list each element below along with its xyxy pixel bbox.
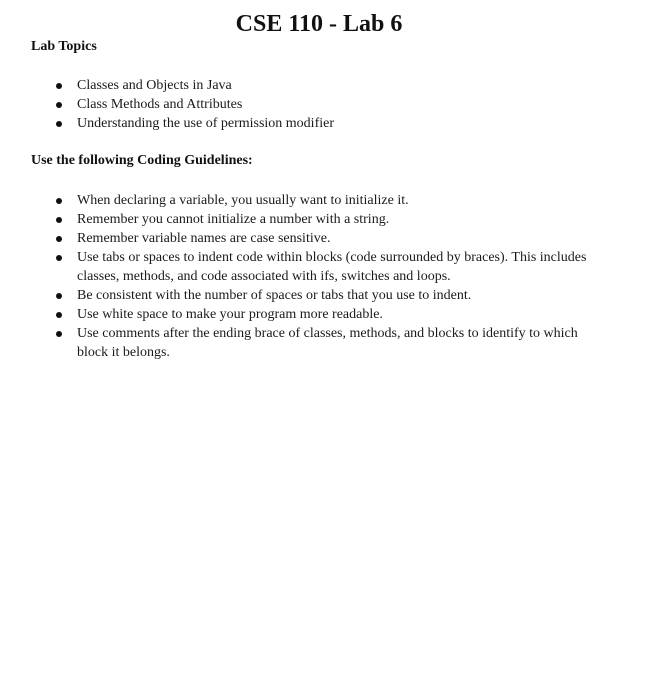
bullet-icon (56, 312, 62, 318)
list-item-text: Remember variable names are case sensitive. (77, 231, 331, 246)
list-item-text: Use tabs or spaces to indent code within blocks (code surrounded by braces). This includes classes, methods, and code associated with ifs, switches and loops. (77, 250, 587, 284)
coding-guidelines-list (0, 191, 640, 362)
list-item (0, 95, 640, 114)
list-item (0, 114, 640, 133)
bullet-icon (56, 236, 62, 242)
bullet-icon (56, 331, 62, 337)
bullet-icon (56, 121, 62, 127)
bullet-icon (56, 217, 62, 223)
lab-topics-heading: Lab Topics (31, 39, 97, 54)
bullet-icon (56, 255, 62, 261)
list-item-text: Use comments after the ending brace of classes, methods, and blocks to identify to which block it belongs. (77, 326, 578, 360)
list-item-text: Classes and Objects in Java (77, 78, 232, 93)
page-title: CSE 110 - Lab 6 (235, 11, 403, 37)
list-item (0, 191, 640, 210)
coding-guidelines-heading: Use the following Coding Guidelines: (31, 153, 253, 168)
list-item-text: When declaring a variable, you usually want to initialize it. (77, 193, 409, 208)
bullet-icon (56, 102, 62, 108)
list-item (0, 286, 640, 305)
list-item-text: Understanding the use of permission modifier (77, 116, 335, 131)
list-item-text: Use white space to make your program more readable. (77, 307, 383, 322)
lab-topics-list (0, 76, 640, 133)
list-item (0, 324, 640, 362)
bullet-icon (56, 83, 62, 89)
list-item (0, 229, 640, 248)
list-item-text: Class Methods and Attributes (77, 97, 243, 112)
bullet-icon (56, 293, 62, 299)
list-item-text: Be consistent with the number of spaces or tabs that you use to indent. (77, 288, 472, 303)
list-item (0, 76, 640, 95)
list-item-text: Remember you cannot initialize a number with a string. (77, 212, 390, 227)
list-item (0, 305, 640, 324)
bullet-icon (56, 198, 62, 204)
list-item (0, 248, 640, 286)
list-item (0, 210, 640, 229)
